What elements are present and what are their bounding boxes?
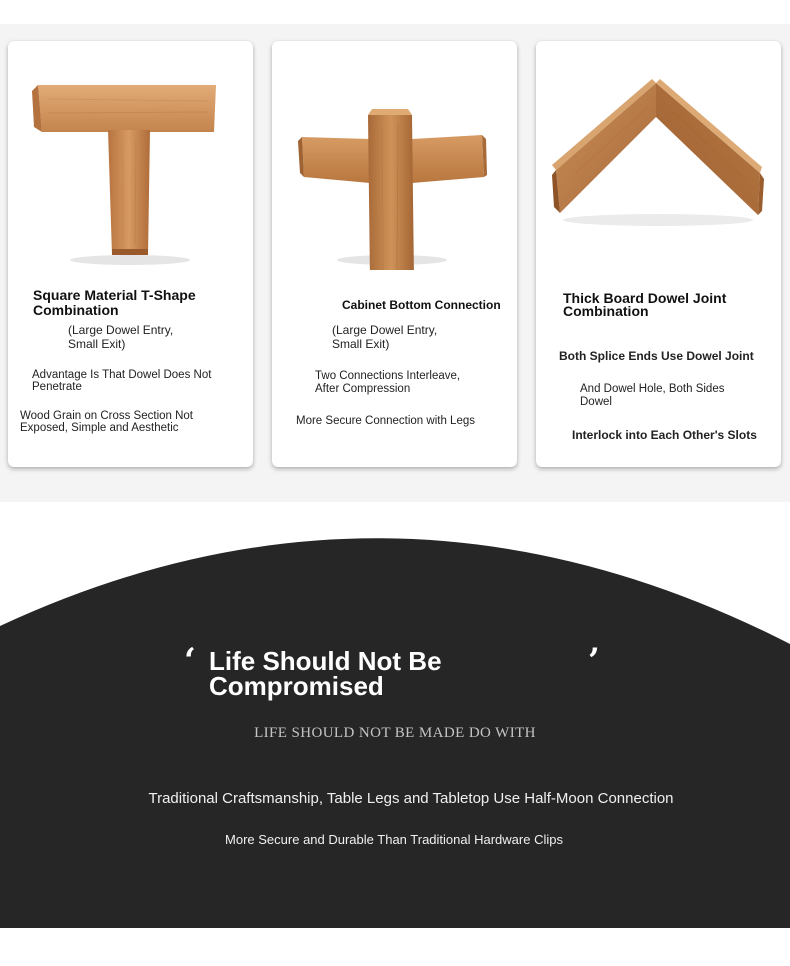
card-subtitle-line1: (Large Dowel Entry, xyxy=(332,323,438,337)
card-subtitle-line1: (Large Dowel Entry, xyxy=(68,323,174,337)
philosophy-banner xyxy=(0,502,790,928)
card-note1: Both Splice Ends Use Dowel Joint xyxy=(559,349,754,363)
card-note1-line2: Penetrate xyxy=(32,381,82,393)
card-note2-line1: Wood Grain on Cross Section Not xyxy=(20,410,194,422)
banner-background-arc xyxy=(0,502,790,928)
banner-serif-subtitle: LIFE SHOULD NOT BE MADE DO WITH xyxy=(254,725,536,741)
banner-tagline: More Secure and Durable Than Traditional Hardware Clips xyxy=(225,832,563,847)
card-subtitle-line2: Small Exit) xyxy=(332,337,390,351)
joint-card-cross xyxy=(272,41,517,467)
joint-card-t-shape xyxy=(8,41,253,467)
card-title: Cabinet Bottom Connection xyxy=(342,298,501,312)
open-quote-icon: ‘ xyxy=(184,641,196,681)
wooden-t-joint-icon xyxy=(8,55,253,270)
joint-card-corner xyxy=(536,41,781,467)
card-note2-line1: And Dowel Hole, Both Sides xyxy=(580,383,725,395)
card-note1-line1: Advantage Is That Dowel Does Not xyxy=(32,369,212,381)
card-note1-line1: Two Connections Interleave, xyxy=(315,370,461,382)
card-note3: Interlock into Each Other's Slots xyxy=(572,428,757,442)
card-title-line2: Combination xyxy=(563,303,649,319)
joint-cards-section xyxy=(0,24,790,502)
card-subtitle-line2: Small Exit) xyxy=(68,337,126,351)
close-quote-icon: ’ xyxy=(588,641,600,681)
banner-description: Traditional Craftsmanship, Table Legs and Tabletop Use Half-Moon Connection xyxy=(148,790,674,807)
headline-line2: Compromised xyxy=(209,670,384,701)
wooden-corner-joint-icon xyxy=(536,55,781,270)
card-title-line1: Thick Board Dowel Joint xyxy=(563,290,727,306)
card-title: Square Material T-Shape Combination xyxy=(33,287,196,319)
card-note2-line2: Exposed, Simple and Aesthetic xyxy=(20,422,179,434)
wooden-cross-joint-icon xyxy=(272,55,517,270)
card-note1-line2: After Compression xyxy=(315,383,411,395)
banner-headline xyxy=(209,646,509,701)
headline-line1: Life Should Not Be xyxy=(209,646,442,676)
card-note2: More Secure Connection with Legs xyxy=(296,415,475,427)
card-note2-line2: Dowel xyxy=(580,396,612,408)
